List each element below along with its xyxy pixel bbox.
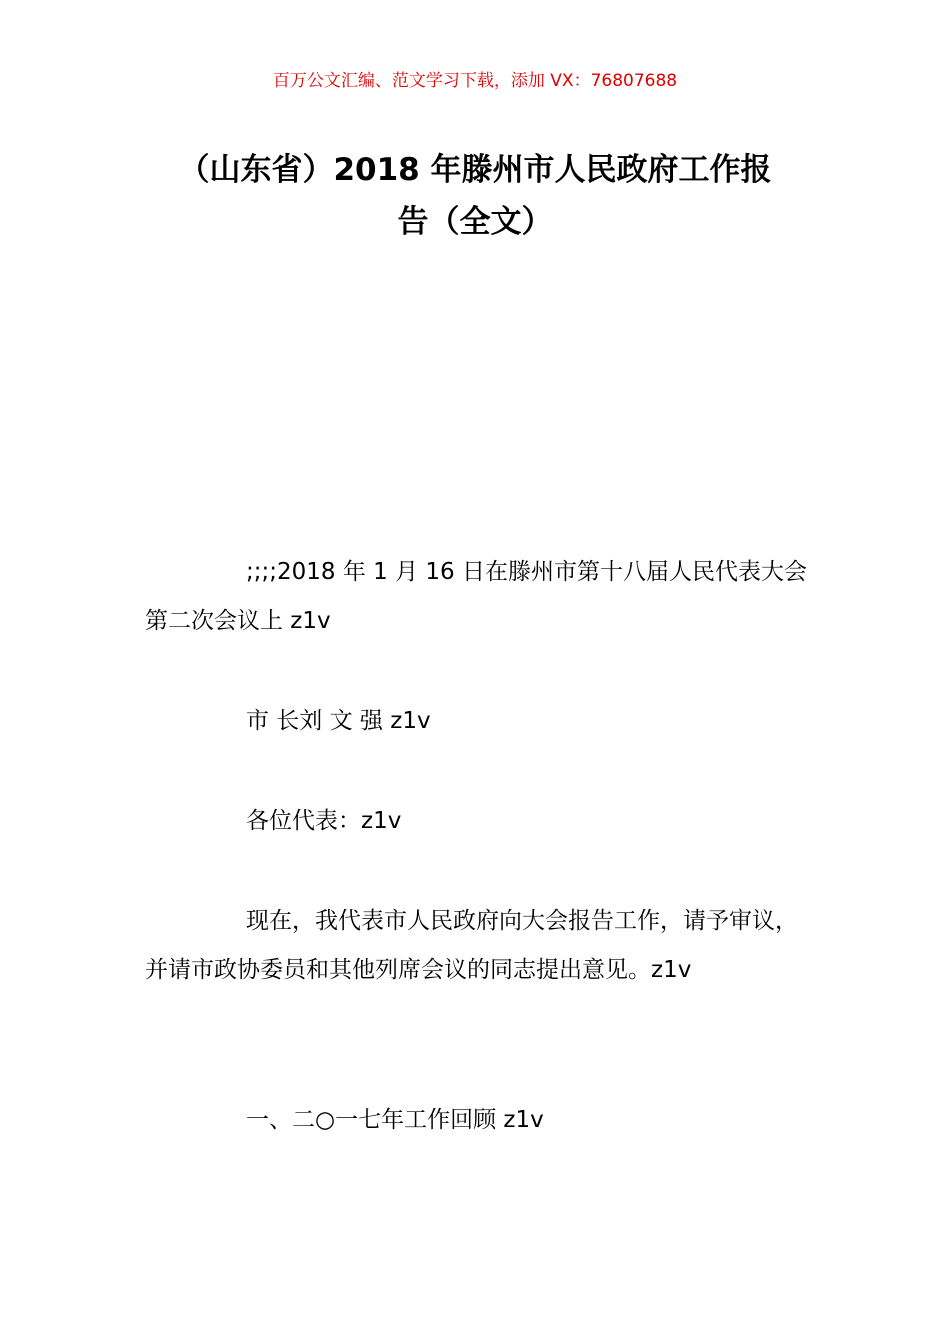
paragraph-meeting-info: ;;;;2018 年 1 月 16 日在滕州市第十八届人民代表大会第二次会议上 z1v — [145, 559, 807, 634]
document-title-line-2: 告（全文） — [397, 204, 553, 240]
promo-banner: 百万公文汇编、范文学习下载，添加 VX：76807688 — [272, 71, 678, 91]
paragraph-intro: 现在，我代表市人民政府向大会报告工作，请予审议，并请市政协委员和其他列席会议的同志提出意见。z1v — [145, 908, 798, 983]
document-title-line-1: （山东省）2018 年滕州市人民政府工作报 — [178, 152, 772, 188]
section-heading-review: 一、二○一七年工作回顾 z1v — [246, 1107, 544, 1133]
paragraph-salutation: 各位代表：z1v — [246, 808, 402, 834]
document-title — [145, 144, 805, 248]
paragraph-speaker: 市 长刘 文 强 z1v — [246, 708, 431, 734]
